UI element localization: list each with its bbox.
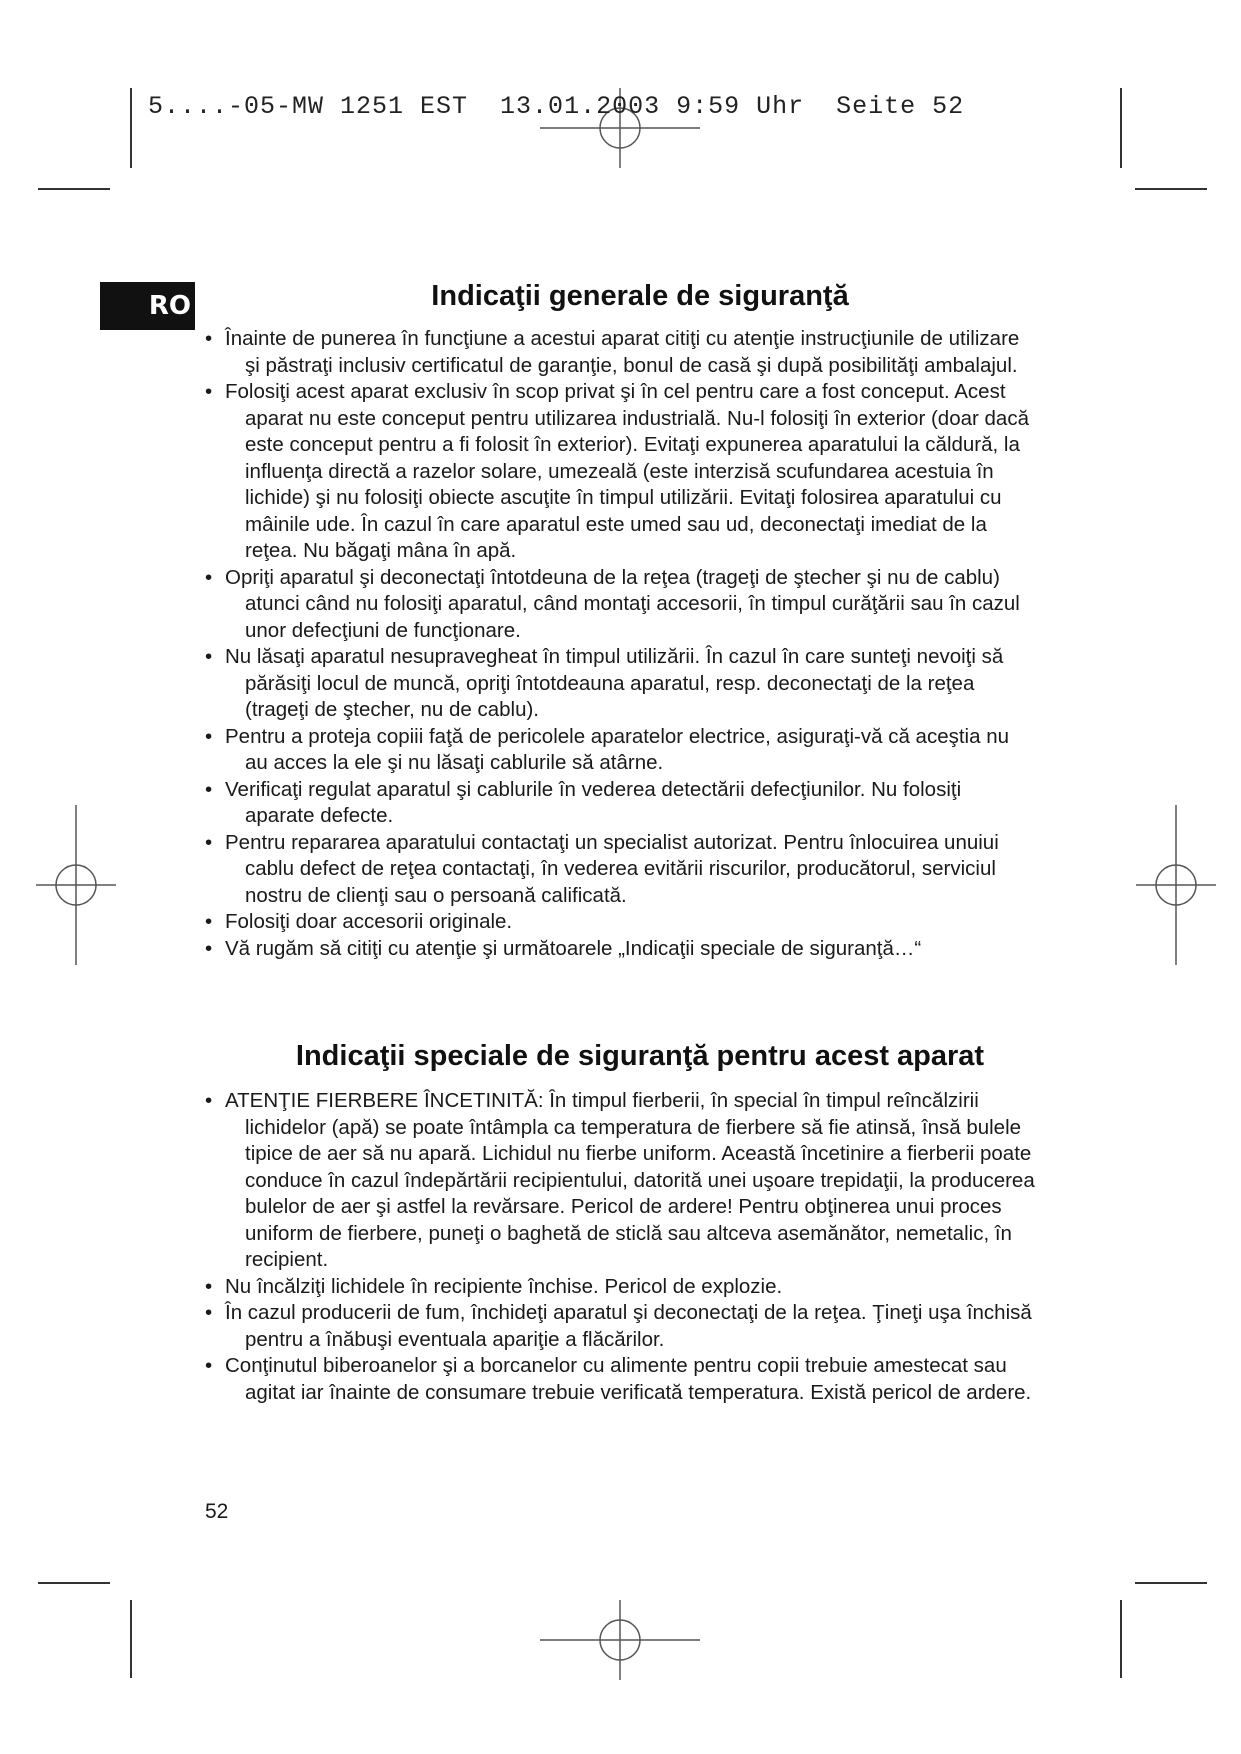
list-item: • Nu încălziţi lichidele în recipiente închise. Pericol de explozie. — [205, 1274, 783, 1298]
crop-mark — [1135, 1582, 1207, 1584]
list-item: • Opriţi aparatul şi deconectaţi întotdeuna de la reţea (trageţi de ştecher şi nu de cablu) atunci când nu folosiţi aparatul, când montaţi accesorii, în timpul curăţării sau în cazul unor defecţiuni de funcţionare. — [205, 565, 1020, 642]
registration-mark-icon — [540, 1600, 700, 1680]
list-item: • Înainte de punerea în funcţiune a acestui aparat citiţi cu atenţie instrucţiunile de utilizare şi păstraţi inclusiv certificatul de garanţie, bonul de casă şi după posibilităţi ambalajul. — [205, 327, 1020, 377]
crop-mark — [1120, 88, 1122, 168]
general-safety-list — [205, 326, 1035, 962]
crop-mark — [1135, 188, 1207, 190]
list-item: • În cazul producerii de fum, închideţi aparatul şi deconectaţi de la reţea. Ţineţi uşa închisă pentru a înăbuşi eventuala apariţie a flăcărilor. — [205, 1301, 1032, 1351]
list-item: • Verificaţi regulat aparatul şi cablurile în vederea detectării defecţiunilor. Nu folosiţi aparate defecte. — [205, 777, 962, 827]
section-title-special-safety: Indicaţii speciale de siguranţă pentru acest aparat — [295, 1040, 985, 1072]
list-item: • Pentru a proteja copiii faţă de pericolele aparatelor electrice, asiguraţi-vă că aceştia nu au acces la ele şi nu lăsaţi cablurile să atârne. — [205, 724, 1009, 774]
crop-mark — [1120, 1600, 1122, 1678]
page-number: 52 — [205, 1500, 229, 1523]
print-slug: 5....-05-MW 1251 EST 13.01.2003 9:59 Uhr Seite 52 — [148, 92, 965, 121]
list-item: • Folosiţi acest aparat exclusiv în scop privat şi în cel pentru care a fost conceput. Acest aparat nu este conceput pentru utilizarea industrială. Nu-l folosiţi în exterior (doar dacă este conceput pentru a fi folosit în exterior). Evitaţi expunerea aparatului la căldură, la influenţa directă a razelor solare, umezeală (este interzisă scufundarea acestuia în lichide) şi nu folosiţi obiecte ascuţite în timpul utilizării. Evitaţi folosirea aparatului cu mâinile ude. În cazul în care aparatul este umed sau ud, deconectaţi imediat de la reţea. Nu băgaţi mâna în apă. — [205, 380, 1029, 562]
crop-mark — [38, 188, 110, 190]
crop-mark — [130, 1600, 132, 1678]
list-item: • ATENŢIE FIERBERE ÎNCETINITĂ: În timpul fierberii, în special în timpul reîncălzirii lichidelor (apă) se poate întâmpla ca temperatura de fierbere să fie atinsă, însă bulele tipice de aer să nu apară. Lichidul nu fierbe uniform. Această încetinire a fierberii poate conduce în cazul îndepărtării recipientului, datorită unei uşoare trepidaţii, la producerea bulelor de aer şi astfel la revărsare. Pericol de ardere! Pentru obţinerea unui proces uniform de fierbere, puneţi o baghetă de sticlă sau altceva asemănător, nemetalic, în recipient. — [205, 1089, 1035, 1271]
section-title-general-safety: Indicaţii generale de siguranţă — [431, 280, 849, 312]
list-item: • Pentru repararea aparatului contactaţi un specialist autorizat. Pentru înlocuirea unuiui cablu defect de reţea contactaţi, în vederea evitării riscurilor, producătorul, serviciul nostru de clienţi sau o persoană calificată. — [205, 830, 999, 907]
list-item: • Folosiţi doar accesorii originale. — [205, 910, 513, 933]
list-item: • Nu lăsaţi aparatul nesupravegheat în timpul utilizării. În cazul în care sunteţi nevoiţi să părăsiţi locul de muncă, opriţi întotdeauna aparatul, resp. deconectaţi de la reţea (trageţi de ştecher, nu de cablu). — [205, 645, 1004, 721]
crop-mark — [38, 1582, 110, 1584]
crop-mark — [130, 88, 132, 168]
list-item: • Vă rugăm să citiţi cu atenţie şi următoarele „Indicaţii speciale de siguranţă…“ — [205, 936, 922, 960]
registration-mark-icon — [1136, 805, 1216, 965]
registration-mark-icon — [36, 805, 116, 965]
list-item: • Conţinutul biberoanelor şi a borcanelor cu alimente pentru copii trebuie amestecat sau agitat iar înainte de consumare trebuie verificată temperatura. Există pericol de ardere. — [205, 1354, 1032, 1404]
special-safety-list — [205, 1088, 1035, 1406]
language-tab: RO — [100, 282, 195, 330]
